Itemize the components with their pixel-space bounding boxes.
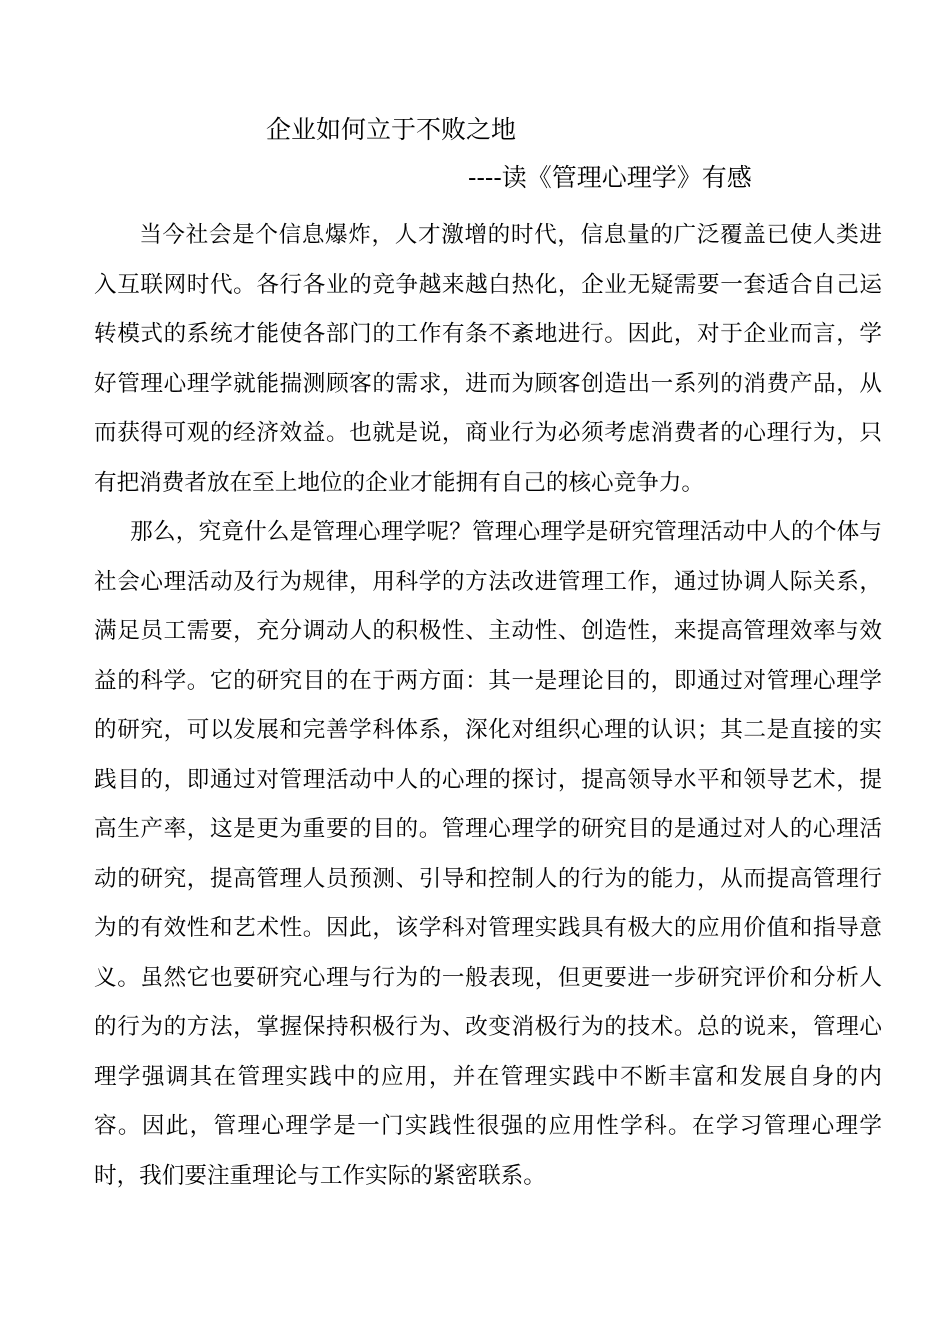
document-subtitle: ----读《管理心理学》有感 xyxy=(468,163,752,192)
document-title: 企业如何立于不败之地 xyxy=(266,115,517,144)
paragraph: 那么，究竟什么是管理心理学呢？管理心理学是研究管理活动中人的个体与社会心理活动及行为规律，用科学的方法改进管理工作，通过协调人际关系，满足员工需要，充分调动人的积极性、主动性、创造性，来提高管理效率与效益的科学。它的研究目的在于两方面：其一是理论目的，即通过对管理心理学的研究，可以发展和完善学科体系，深化对组织心理的认识；其二是直接的实践目的，即通过对管理活动中人的心理的探讨，提高领导水平和领导艺术，提高生产率，这是更为重要的目的。管理心理学的研究目的是通过对人的心理活动的研究，提高管理人员预测、引导和控制人的行为的能力，从而提高管理行为的有效性和艺术性。因此，该学科对管理实践具有极大的应用价值和指导意义。虽然它也要研究心理与行为的一般表现，但更要进一步研究评价和分析人的行为的方法，掌握保持积极行为、改变消极行为的技术。总的说来，管理心理学强调其在管理实践中的应用，并在管理实践中不断丰富和发展自身的内容。因此，管理心理学是一门实践性很强的应用性学科。在学习管理心理学时，我们要注重理论与工作实际的紧密联系。 xyxy=(94,519,882,1189)
paragraph: 当今社会是个信息爆炸，人才激增的时代，信息量的广泛覆盖已使人类进入互联网时代。各行各业的竞争越来越白热化，企业无疑需要一套适合自己运转模式的系统才能使各部门的工作有条不紊地进行。因此，对于企业而言，学好管理心理学就能揣测顾客的需求，进而为顾客创造出一系列的消费产品，从而获得可观的经济效益。也就是说，商业行为必须考虑消费者的心理行为，只有把消费者放在至上地位的企业才能拥有自己的核心竞争力。 xyxy=(94,222,882,496)
document-body xyxy=(94,211,882,1201)
